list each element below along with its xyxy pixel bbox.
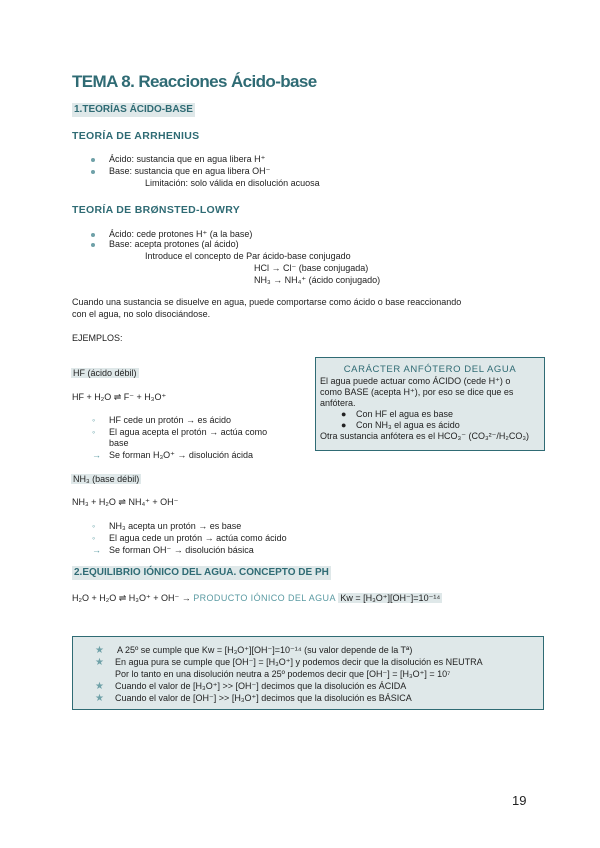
- arrow-icon: →: [92, 545, 101, 555]
- summary-4: Cuando el valor de [OH⁻] >> [H₃O⁺] decimos que la disolución es BÁSICA: [115, 693, 412, 703]
- section-heading-teorias: 1.TEORÍAS ÁCIDO-BASE: [74, 104, 193, 115]
- bronsted-base: Base: acepta protones (al ácido): [109, 239, 239, 249]
- bullet-icon: ●: [341, 420, 347, 430]
- arrow-icon: →: [92, 450, 101, 460]
- bullet-icon: [91, 243, 95, 247]
- arrhenius-base: Base: sustancia que en agua libera OH⁻: [109, 166, 271, 176]
- arrhenius-acido: Ácido: sustancia que en agua libera H⁺: [109, 154, 266, 164]
- star-icon: ★: [95, 681, 104, 692]
- nh3-reaction: NH₃ + H₂O ⇌ NH₄⁺ + OH⁻: [72, 497, 179, 507]
- ejemplos-label: EJEMPLOS:: [72, 333, 123, 343]
- summary-2: En agua pura se cumple que [OH⁻] = [H₃O⁺] y podemos decir que la disolución es NEUTRA: [115, 657, 483, 667]
- bullet-icon: ◦: [92, 427, 96, 437]
- bronsted-acido: Ácido: cede protones H⁺ (a la base): [109, 229, 253, 239]
- summary-1: A 25º se cumple que Kw = [H₃O⁺][OH⁻]=10⁻¹⁴ (su valor depende de la Tª): [117, 645, 413, 655]
- heading-bronsted: TEORÍA DE BRØNSTED-LOWRY: [72, 204, 241, 216]
- equilibrio-line: [72, 593, 442, 604]
- heading-arrhenius: TEORÍA DE ARRHENIUS: [72, 130, 200, 142]
- page-title: TEMA 8. Reacciones Ácido-base: [72, 72, 317, 91]
- bronsted-nh3: NH₃ → NH₄⁺ (ácido conjugado): [254, 275, 381, 285]
- bronsted-par: Introduce el concepto de Par ácido-base conjugado: [145, 251, 351, 261]
- summary-3: Cuando el valor de [H₃O⁺] >> [OH⁻] decimos que la disolución es ÁCIDA: [115, 681, 407, 691]
- nh3-bullet-3: Se forman OH⁻ → disolución básica: [109, 545, 254, 555]
- paragraph-line-2: con el agua, no solo disociándose.: [72, 309, 211, 319]
- anfotero-line-1: El agua puede actuar como ÁCIDO (cede H⁺) o: [320, 376, 511, 386]
- bullet-icon: [91, 170, 95, 174]
- producto-ionico-label: PRODUCTO IÓNICO DEL AGUA: [193, 593, 336, 603]
- star-icon: ★: [95, 657, 104, 668]
- paragraph-line-1: Cuando una sustancia se disuelve en agua, puede comportarse como ácido o base reaccionando: [72, 297, 462, 307]
- equilibrio-reaction: H₂O + H₂O ⇌ H₃O⁺ + OH⁻ →: [72, 593, 191, 603]
- anfotero-bullet-2: Con NH₃ el agua es ácido: [356, 420, 460, 430]
- hf-bullet-3: Se forman H₃O⁺ → disolución ácida: [109, 450, 253, 460]
- summary-box: [72, 636, 544, 710]
- nh3-bullet-2: El agua cede un protón → actúa como ácido: [109, 533, 287, 543]
- kw-formula: Kw = [H₃O⁺][OH⁻]=10⁻¹⁴: [340, 593, 441, 603]
- bullet-icon: ◦: [92, 521, 96, 531]
- bullet-icon: ●: [341, 409, 347, 419]
- bullet-icon: ◦: [92, 533, 96, 543]
- hf-bullet-2b: base: [109, 438, 129, 448]
- anfotero-line-4: Otra sustancia anfótera es el HCO₃⁻ (CO₃²⁻/H₂CO₃): [320, 431, 530, 441]
- hf-bullet-2: El agua acepta el protón → actúa como: [109, 427, 268, 437]
- hf-reaction: HF + H₂O ⇌ F⁻ + H₃O⁺: [72, 392, 167, 402]
- anfotero-box: [315, 357, 545, 451]
- anfotero-title: CARÁCTER ANFÓTERO DEL AGUA: [343, 364, 517, 375]
- bullet-icon: [91, 158, 95, 162]
- anfotero-bullet-1: Con HF el agua es base: [356, 409, 454, 419]
- section-heading-equilibrio: 2.EQUILIBRIO IÓNICO DEL AGUA. CONCEPTO DE PH: [74, 567, 329, 578]
- anfotero-line-2: como BASE (acepta H⁺), por eso se dice que es: [320, 387, 514, 397]
- nh3-label: NH₃ (base débil): [73, 474, 140, 484]
- hf-label: HF (ácido débil): [73, 368, 137, 378]
- star-icon: ★: [95, 693, 104, 704]
- hf-bullet-1: HF cede un protón → es ácido: [109, 415, 232, 425]
- bullet-icon: ◦: [92, 415, 96, 425]
- bronsted-hcl: HCl → Cl⁻ (base conjugada): [254, 263, 369, 273]
- page-number: 19: [512, 793, 527, 808]
- bullet-icon: [91, 233, 95, 237]
- nh3-bullet-1: NH₃ acepta un protón → es base: [109, 521, 242, 531]
- star-icon: ★: [95, 645, 104, 656]
- summary-2b: Por lo tanto en una disolución neutra a 25º podemos decir que [OH⁻] = [H₃O⁺] = 10⁷: [115, 669, 451, 679]
- anfotero-line-3: anfótera.: [320, 398, 356, 408]
- arrhenius-limitacion: Limitación: solo válida en disolución acuosa: [145, 178, 320, 188]
